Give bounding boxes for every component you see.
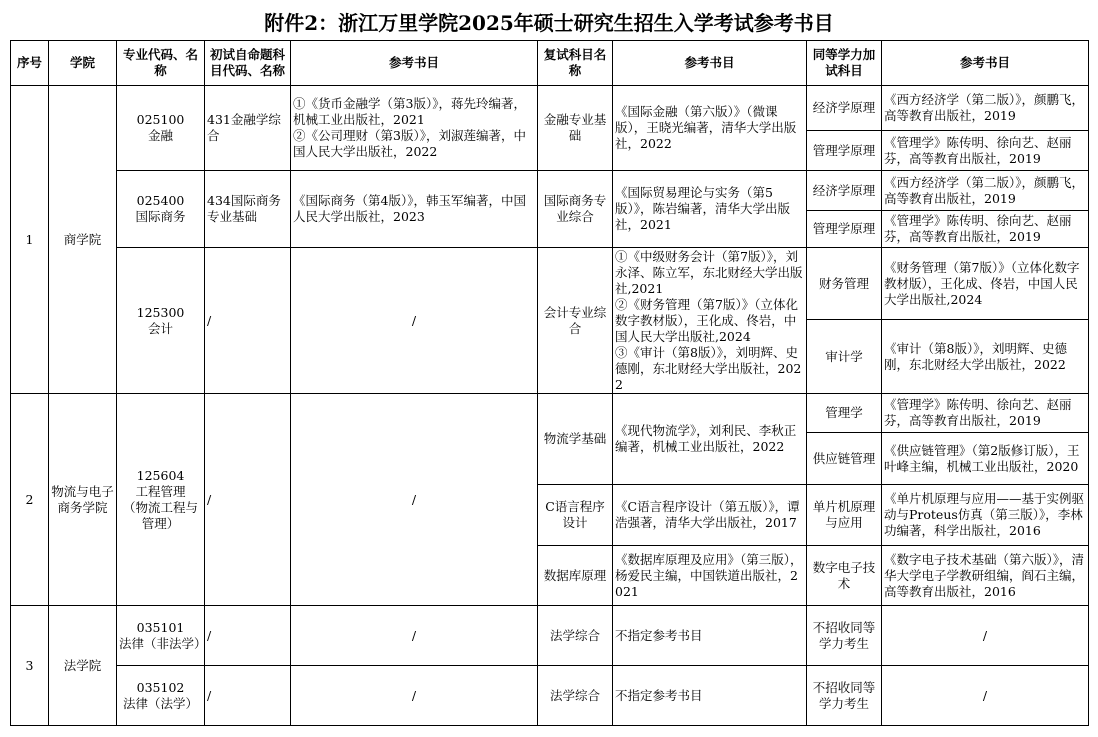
major-code-name: 125604 工程管理 （物流工程与管理）: [117, 394, 205, 606]
initial-exam-subject: 434国际商务专业基础: [205, 171, 291, 248]
college-name: 法学院: [49, 606, 117, 726]
header-cell: 参考书目: [882, 41, 1089, 86]
equivalent-reference-books: 《管理学》陈传明、徐向艺、赵丽芬，高等教育出版社，2019: [882, 211, 1089, 248]
header-cell: 序号: [11, 41, 49, 86]
retest-reference-books: 《国际金融（第六版）》（微课版），王晓光编著，清华大学出版社，2022: [613, 86, 807, 171]
header-cell: 复试科目名称: [538, 41, 613, 86]
header-cell: 同等学力加试科目: [807, 41, 882, 86]
initial-exam-subject: /: [205, 666, 291, 726]
initial-exam-subject: /: [205, 606, 291, 666]
reference-books-table: [10, 40, 1089, 726]
header-cell: 参考书目: [291, 41, 538, 86]
equivalent-extra-subject: 管理学: [807, 394, 882, 433]
header-cell: 学院: [49, 41, 117, 86]
initial-reference-books: ①《货币金融学（第3版）》，蒋先玲编著，机械工业出版社，2021 ②《公司理财（第3版）》，刘淑莲编著，中国人民大学出版社，2022: [291, 86, 538, 171]
equivalent-reference-books: 《供应链管理》（第2版修订版），王叶峰主编，机械工业出版社，2020: [882, 433, 1089, 485]
college-number: 2: [11, 394, 49, 606]
college-name: 商学院: [49, 86, 117, 394]
retest-reference-books: 不指定参考书目: [613, 666, 807, 726]
table-row: [11, 171, 1089, 211]
retest-subject: C语言程序设计: [538, 485, 613, 546]
major-code-name: 025400 国际商务: [117, 171, 205, 248]
retest-subject: 法学综合: [538, 606, 613, 666]
table-row: [11, 86, 1089, 131]
initial-reference-books: /: [291, 394, 538, 606]
retest-reference-books: 《C语言程序设计（第五版）》，谭浩强著，清华大学出版社，2017: [613, 485, 807, 546]
college-name: 物流与电子商务学院: [49, 394, 117, 606]
equivalent-extra-subject: 供应链管理: [807, 433, 882, 485]
equivalent-reference-books: 《西方经济学（第二版）》，颜鹏飞，高等教育出版社，2019: [882, 171, 1089, 211]
header-cell: 专业代码、名称: [117, 41, 205, 86]
initial-reference-books: 《国际商务（第4版）》，韩玉军编著，中国人民大学出版社，2023: [291, 171, 538, 248]
table-row: [11, 394, 1089, 433]
major-code-name: 035102 法律（法学）: [117, 666, 205, 726]
equivalent-extra-subject: 单片机原理与应用: [807, 485, 882, 546]
initial-reference-books: /: [291, 248, 538, 394]
initial-reference-books: /: [291, 606, 538, 666]
equivalent-extra-subject: 审计学: [807, 320, 882, 394]
equivalent-extra-subject: 经济学原理: [807, 171, 882, 211]
retest-subject: 国际商务专业综合: [538, 171, 613, 248]
equivalent-extra-subject: 管理学原理: [807, 131, 882, 171]
equivalent-reference-books: /: [882, 606, 1089, 666]
retest-reference-books: ①《中级财务会计（第7版）》，刘永泽、陈立军，东北财经大学出版社,2021 ②《财务管理（第7版）》（立体化数字教材版），王化成、佟岩，中国人民大学出版社,2024 ③《审计（第8版）》，刘明辉、史德刚，东北财经大学出版社，2022: [613, 248, 807, 394]
retest-subject: 数据库原理: [538, 546, 613, 606]
retest-subject: 物流学基础: [538, 394, 613, 485]
header-cell: 初试自命题科目代码、名称: [205, 41, 291, 86]
initial-exam-subject: /: [205, 248, 291, 394]
page-title: 附件2：浙江万里学院2025年硕士研究生招生入学考试参考书目: [264, 11, 834, 35]
retest-reference-books: 《数据库原理及应用》（第三版），杨爱民主编，中国铁道出版社，2021: [613, 546, 807, 606]
major-code-name: 125300 会计: [117, 248, 205, 394]
equivalent-reference-books: 《审计（第8版）》，刘明辉、史德刚，东北财经大学出版社，2022: [882, 320, 1089, 394]
retest-reference-books: 不指定参考书目: [613, 606, 807, 666]
major-code-name: 025100 金融: [117, 86, 205, 171]
equivalent-extra-subject: 财务管理: [807, 248, 882, 320]
equivalent-reference-books: 《财务管理（第7版）》（立体化数字教材版），王化成、佟岩，中国人民大学出版社,2024: [882, 248, 1089, 320]
college-number: 1: [11, 86, 49, 394]
retest-reference-books: 《国际贸易理论与实务（第5版）》，陈岩编著，清华大学出版社，2021: [613, 171, 807, 248]
table-row: [11, 666, 1089, 726]
retest-subject: 金融专业基础: [538, 86, 613, 171]
initial-exam-subject: 431金融学综合: [205, 86, 291, 171]
equivalent-extra-subject: 经济学原理: [807, 86, 882, 131]
retest-subject: 法学综合: [538, 666, 613, 726]
equivalent-reference-books: /: [882, 666, 1089, 726]
major-code-name: 035101 法律（非法学）: [117, 606, 205, 666]
equivalent-reference-books: 《管理学》陈传明、徐向艺、赵丽芬，高等教育出版社，2019: [882, 131, 1089, 171]
header-row: [11, 41, 1089, 86]
initial-reference-books: /: [291, 666, 538, 726]
table-row: [11, 606, 1089, 666]
equivalent-reference-books: 《数字电子技术基础（第六版）》，清华大学电子学教研组编，阎石主编，高等教育出版社，2016: [882, 546, 1089, 606]
header-cell: 参考书目: [613, 41, 807, 86]
college-number: 3: [11, 606, 49, 726]
equivalent-extra-subject: 管理学原理: [807, 211, 882, 248]
equivalent-extra-subject: 不招收同等学力考生: [807, 606, 882, 666]
initial-exam-subject: /: [205, 394, 291, 606]
retest-reference-books: 《现代物流学》，刘利民、李秋正编著，机械工业出版社，2022: [613, 394, 807, 485]
equivalent-reference-books: 《单片机原理与应用——基于实例驱动与Proteus仿真（第三版）》，李林功编著，科学出版社，2016: [882, 485, 1089, 546]
equivalent-reference-books: 《西方经济学（第二版）》，颜鹏飞，高等教育出版社，2019: [882, 86, 1089, 131]
equivalent-extra-subject: 不招收同等学力考生: [807, 666, 882, 726]
equivalent-extra-subject: 数字电子技术: [807, 546, 882, 606]
equivalent-reference-books: 《管理学》陈传明、徐向艺、赵丽芬，高等教育出版社，2019: [882, 394, 1089, 433]
table-row: [11, 248, 1089, 320]
retest-subject: 会计专业综合: [538, 248, 613, 394]
